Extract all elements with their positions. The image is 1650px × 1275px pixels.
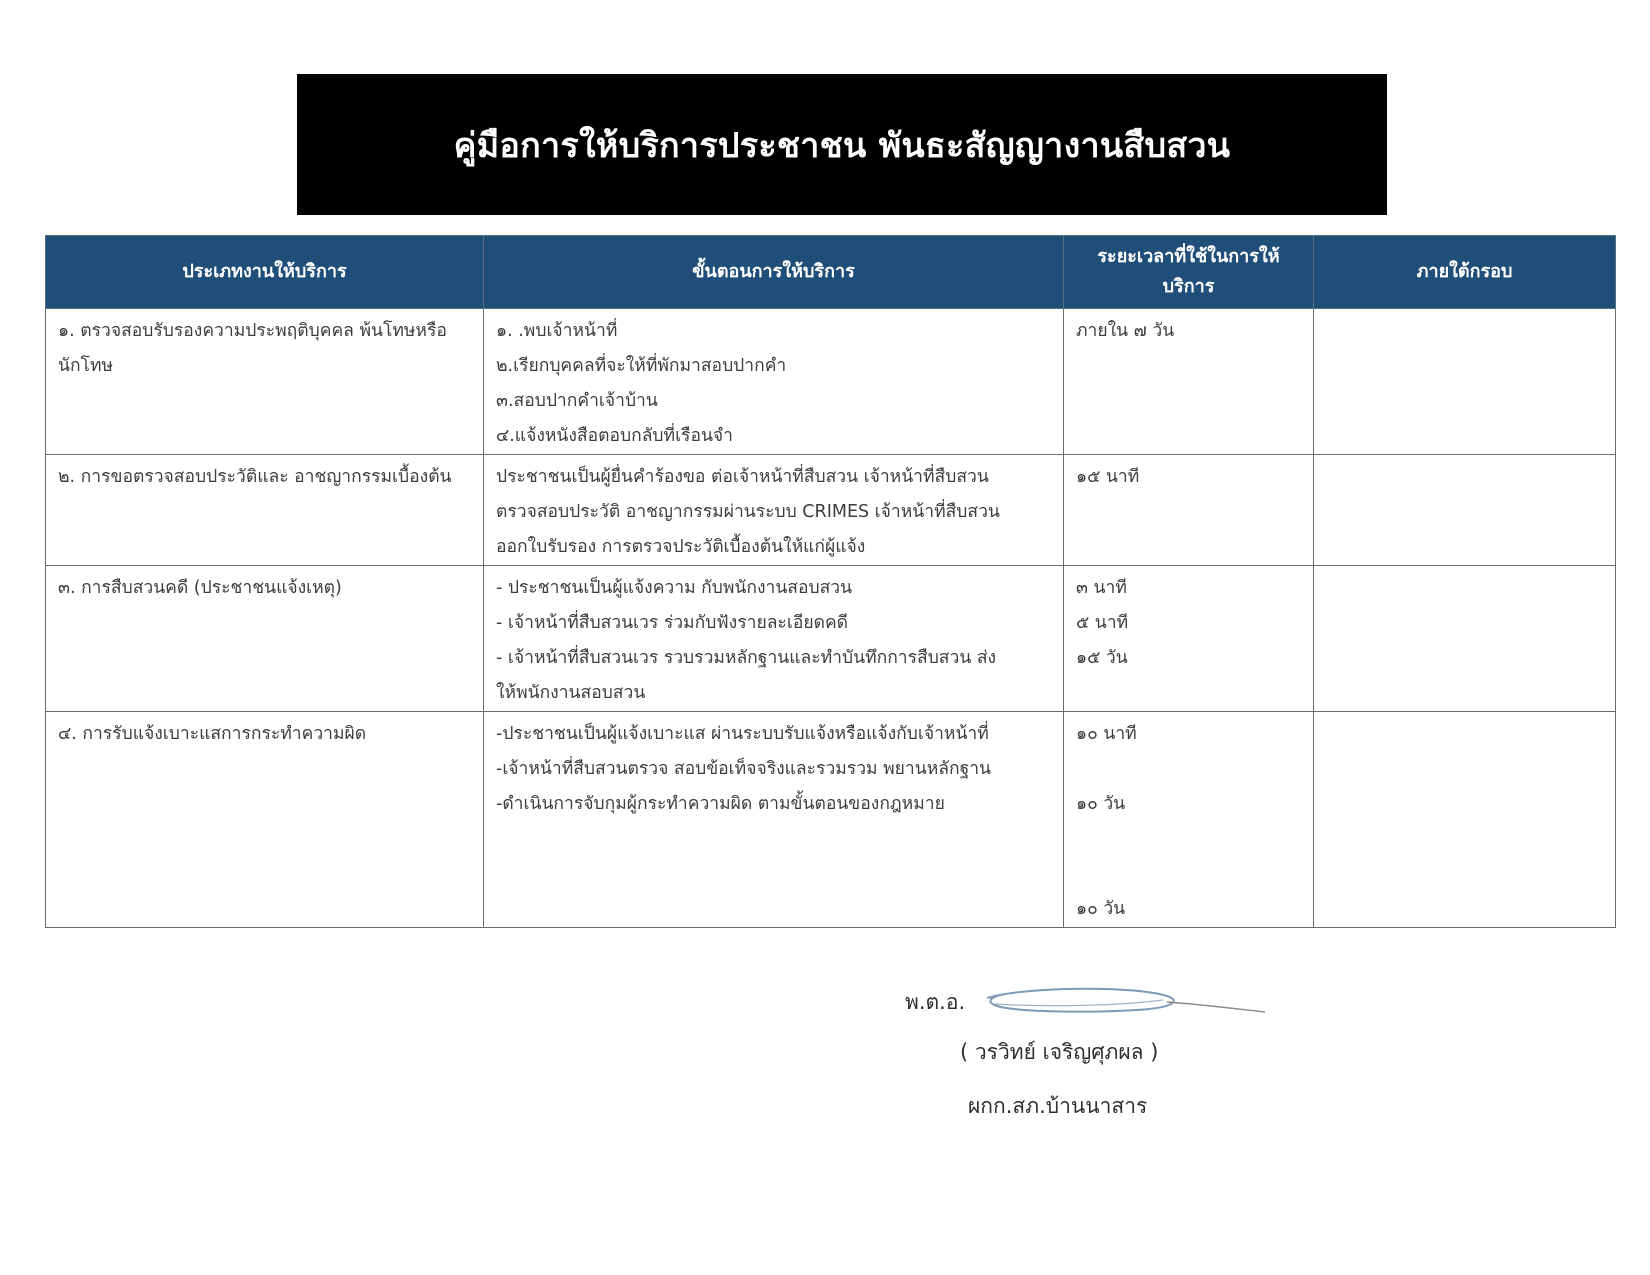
step-line: ๓.สอบปากคำเจ้าบ้าน bbox=[496, 391, 658, 411]
duration-cell bbox=[1064, 566, 1314, 712]
duration-cell bbox=[1064, 712, 1314, 928]
table-header-row bbox=[46, 236, 1616, 309]
duration-line: ๕ นาที bbox=[1076, 613, 1129, 633]
column-header-duration bbox=[1064, 236, 1314, 309]
step-line: ออกใบรับรอง การตรวจประวัติเบื้องต้นให้แก่ผู้แจ้ง bbox=[496, 537, 866, 557]
duration-line: ๑๐ วัน bbox=[1076, 899, 1126, 919]
duration-line: ๑๐ วัน bbox=[1076, 794, 1126, 814]
column-header-duration-text: ระยะเวลาที่ใช้ในการให้บริการ bbox=[1097, 246, 1280, 297]
step-line: - ประชาชนเป็นผู้แจ้งความ กับพนักงานสอบสวน bbox=[496, 578, 853, 598]
step-line: ๔.แจ้งหนังสือตอบกลับที่เรือนจำ bbox=[496, 426, 734, 446]
signatory-name: ( วรวิทย์ เจริญศุภผล ) bbox=[960, 1040, 1159, 1064]
framework-cell bbox=[1314, 455, 1616, 566]
service-type-text: ๒. การขอตรวจสอบประวัติและ อาชญากรรมเบื้องต้น bbox=[58, 467, 452, 487]
table-row bbox=[46, 566, 1616, 712]
service-table bbox=[45, 235, 1616, 928]
table-row bbox=[46, 309, 1616, 455]
title-banner bbox=[297, 74, 1387, 215]
step-line: ประชาชนเป็นผู้ยื่นคำร้องขอ ต่อเจ้าหน้าที่สืบสวน เจ้าหน้าที่สืบสวน bbox=[496, 467, 989, 487]
duration-line: ๓ นาที bbox=[1076, 578, 1127, 598]
column-header-framework: ภายใต้กรอบ bbox=[1314, 236, 1616, 309]
duration-line: ๑๕ นาที bbox=[1076, 467, 1140, 487]
service-type-text: ๑. ตรวจสอบรับรองความประพฤติบุคคล พ้นโทษหรือนักโทษ bbox=[58, 321, 447, 376]
table-row bbox=[46, 455, 1616, 566]
duration-line: ภายใน ๗ วัน bbox=[1076, 321, 1175, 341]
signature-rank: พ.ต.อ. bbox=[905, 989, 966, 1014]
framework-cell bbox=[1314, 566, 1616, 712]
duration-cell bbox=[1064, 309, 1314, 455]
step-line: ตรวจสอบประวัติ อาชญากรรมผ่านระบบ CRIMES เจ้าหน้าที่สืบสวน bbox=[496, 502, 1000, 522]
framework-cell bbox=[1314, 712, 1616, 928]
steps-cell bbox=[484, 455, 1064, 566]
signature-line bbox=[905, 980, 1267, 1024]
step-line: ๑. .พบเจ้าหน้าที่ bbox=[496, 321, 618, 341]
step-line: - เจ้าหน้าที่สืบสวนเวร ร่วมกับฟังรายละเอียดคดี bbox=[496, 613, 849, 633]
service-type-text: ๔. การรับแจ้งเบาะแสการกระทำความผิด bbox=[58, 724, 367, 744]
duration-spacer bbox=[1076, 822, 1301, 892]
step-line: -เจ้าหน้าที่สืบสวนตรวจ สอบข้อเท็จจริงและรวมรวม พยานหลักฐาน bbox=[496, 759, 992, 779]
service-type-cell bbox=[46, 566, 484, 712]
step-line: -ดำเนินการจับกุมผู้กระทำความผิด ตามขั้นตอนของกฎหมาย bbox=[496, 794, 945, 814]
framework-cell bbox=[1314, 309, 1616, 455]
step-line: ให้พนักงานสอบสวน bbox=[496, 683, 646, 703]
service-type-cell bbox=[46, 712, 484, 928]
duration-line: ๑๕ วัน bbox=[1076, 648, 1128, 668]
column-header-steps: ขั้นตอนการให้บริการ bbox=[484, 236, 1064, 309]
column-header-service-type: ประเภทงานให้บริการ bbox=[46, 236, 484, 309]
service-type-cell bbox=[46, 309, 484, 455]
service-type-text: ๓. การสืบสวนคดี (ประชาชนแจ้งเหตุ) bbox=[58, 578, 342, 598]
duration-line: ๑๐ นาที bbox=[1076, 724, 1137, 744]
steps-cell bbox=[484, 712, 1064, 928]
step-line: ๒.เรียกบุคคลที่จะให้ที่พักมาสอบปากคำ bbox=[496, 356, 787, 376]
service-type-cell bbox=[46, 455, 484, 566]
step-line: -ประชาชนเป็นผู้แจ้งเบาะแส ผ่านระบบรับแจ้งหรือแจ้งกับเจ้าหน้าที่ bbox=[496, 724, 989, 744]
page-title: คู่มือการให้บริการประชาชน พันธะสัญญางานสืบสวน bbox=[453, 125, 1231, 166]
steps-cell bbox=[484, 309, 1064, 455]
duration-cell bbox=[1064, 455, 1314, 566]
step-line: - เจ้าหน้าที่สืบสวนเวร รวบรวมหลักฐานและทำบันทึกการสืบสวน ส่ง bbox=[496, 648, 997, 668]
duration-spacer bbox=[1076, 752, 1301, 787]
handwritten-signature bbox=[967, 984, 1267, 1024]
table-row bbox=[46, 712, 1616, 928]
steps-cell bbox=[484, 566, 1064, 712]
signatory-position: ผกก.สภ.บ้านนาสาร bbox=[968, 1094, 1148, 1118]
